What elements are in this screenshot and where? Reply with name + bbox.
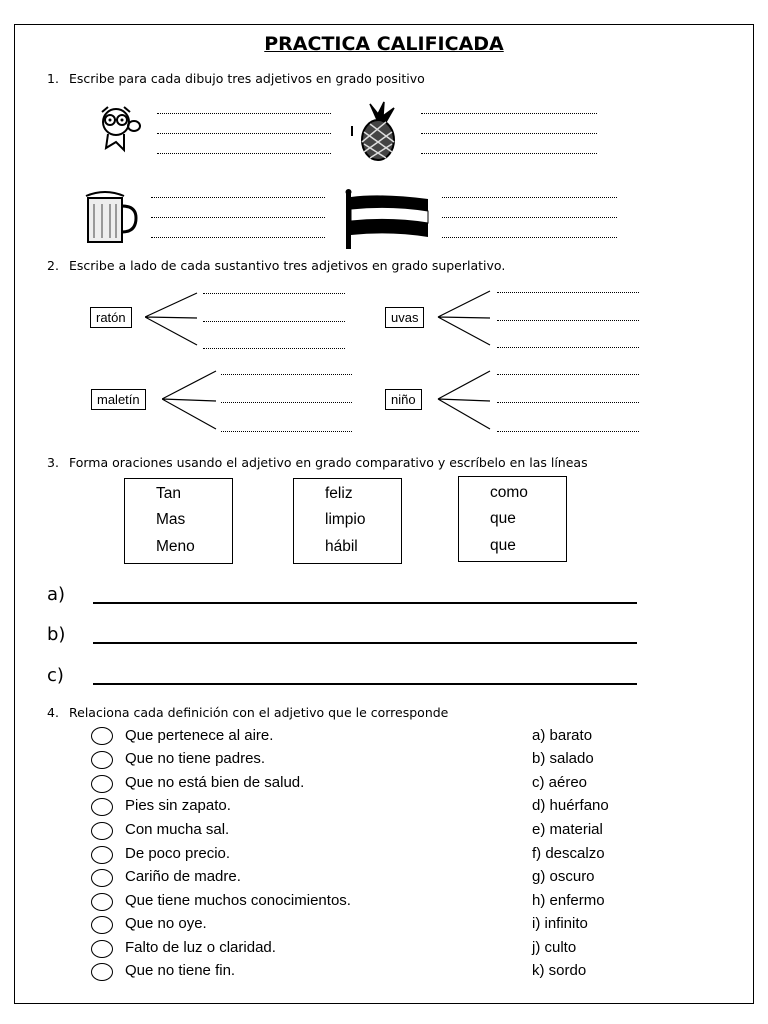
word: como bbox=[490, 484, 528, 501]
answer-circle[interactable] bbox=[91, 916, 113, 934]
word: hábil bbox=[325, 538, 358, 555]
answer-dots[interactable] bbox=[442, 217, 617, 218]
definition: Que no oye. bbox=[125, 915, 207, 932]
adjective-option: a) barato bbox=[532, 727, 593, 744]
answer-dots[interactable] bbox=[442, 197, 617, 198]
definition: De poco precio. bbox=[125, 845, 231, 862]
answer-circle[interactable] bbox=[91, 846, 113, 864]
answer-dots[interactable] bbox=[221, 374, 352, 375]
answer-dots[interactable] bbox=[203, 293, 345, 294]
branch-lines bbox=[162, 367, 220, 433]
word: que bbox=[490, 537, 516, 554]
question-3: 3. Forma oraciones usando el adjetivo en grado comparativo y escríbelo en las líneas bbox=[47, 455, 588, 470]
answer-dots[interactable] bbox=[203, 348, 345, 349]
definition: Pies sin zapato. bbox=[125, 797, 231, 814]
branch-lines bbox=[436, 287, 494, 349]
beer-mug-icon bbox=[80, 188, 140, 248]
answer-circle[interactable] bbox=[91, 798, 113, 816]
definition: Que no está bien de salud. bbox=[125, 774, 305, 791]
definition: Cariño de madre. bbox=[125, 868, 241, 885]
answer-dots[interactable] bbox=[421, 113, 597, 114]
adjective-option: e) material bbox=[532, 821, 603, 838]
word-box-connector bbox=[458, 476, 567, 562]
answer-circle[interactable] bbox=[91, 775, 113, 793]
noun-box: ratón bbox=[90, 307, 132, 328]
answer-dots[interactable] bbox=[497, 347, 639, 348]
answer-dots[interactable] bbox=[442, 237, 617, 238]
word-box-comparative bbox=[124, 478, 233, 564]
definition: Que pertenece al aire. bbox=[125, 727, 274, 744]
noun-box: maletín bbox=[91, 389, 146, 410]
answer-circle[interactable] bbox=[91, 940, 113, 958]
answer-circle[interactable] bbox=[91, 727, 113, 745]
flag-icon bbox=[340, 189, 432, 251]
adjective-option: h) enfermo bbox=[532, 892, 605, 909]
answer-dots[interactable] bbox=[497, 292, 639, 293]
adjective-option: f) descalzo bbox=[532, 845, 605, 862]
answer-letter: b) bbox=[47, 624, 66, 645]
word: que bbox=[490, 510, 516, 527]
answer-line[interactable] bbox=[93, 683, 637, 685]
answer-line[interactable] bbox=[93, 602, 637, 604]
answer-dots[interactable] bbox=[497, 431, 639, 432]
answer-circle[interactable] bbox=[91, 751, 113, 769]
answer-circle[interactable] bbox=[91, 893, 113, 911]
answer-dots[interactable] bbox=[497, 320, 639, 321]
adjective-option: d) huérfano bbox=[532, 797, 609, 814]
definition: Que no tiene fin. bbox=[125, 962, 236, 979]
definition: Con mucha sal. bbox=[125, 821, 230, 838]
question-2: 2. Escribe a lado de cada sustantivo tres adjetivos en grado superlativo. bbox=[47, 258, 506, 273]
cartoon-face-icon bbox=[96, 104, 144, 154]
adjective-option: g) oscuro bbox=[532, 868, 595, 885]
answer-dots[interactable] bbox=[157, 133, 331, 134]
answer-dots[interactable] bbox=[151, 197, 325, 198]
adjective-option: k) sordo bbox=[532, 962, 587, 979]
answer-circle[interactable] bbox=[91, 822, 113, 840]
answer-dots[interactable] bbox=[203, 321, 345, 322]
answer-dots[interactable] bbox=[151, 217, 325, 218]
adjective-option: i) infinito bbox=[532, 915, 588, 932]
word: limpio bbox=[325, 511, 366, 528]
question-4: 4. Relaciona cada definición con el adjetivo que le corresponde bbox=[47, 705, 449, 720]
adjective-option: b) salado bbox=[532, 750, 594, 767]
noun-box: uvas bbox=[385, 307, 424, 328]
word-box-adjective bbox=[293, 478, 402, 564]
answer-dots[interactable] bbox=[221, 402, 352, 403]
answer-letter: c) bbox=[47, 665, 64, 686]
page-title: PRACTICA CALIFICADA bbox=[264, 33, 504, 55]
answer-dots[interactable] bbox=[151, 237, 325, 238]
word: Tan bbox=[156, 485, 181, 502]
adjective-option: c) aéreo bbox=[532, 774, 588, 791]
branch-lines bbox=[436, 367, 494, 433]
answer-dots[interactable] bbox=[221, 431, 352, 432]
answer-letter: a) bbox=[47, 584, 66, 605]
word: Mas bbox=[156, 511, 186, 528]
answer-dots[interactable] bbox=[157, 153, 331, 154]
word: Meno bbox=[156, 538, 195, 555]
adjective-option: j) culto bbox=[532, 939, 577, 956]
word: feliz bbox=[325, 485, 353, 502]
pineapple-icon bbox=[348, 100, 408, 162]
branch-lines bbox=[145, 287, 203, 349]
answer-dots[interactable] bbox=[157, 113, 331, 114]
definition: Que no tiene padres. bbox=[125, 750, 266, 767]
answer-circle[interactable] bbox=[91, 869, 113, 887]
definition: Falto de luz o claridad. bbox=[125, 939, 276, 956]
question-1: 1. Escribe para cada dibujo tres adjetivos en grado positivo bbox=[47, 71, 425, 86]
answer-line[interactable] bbox=[93, 642, 637, 644]
answer-dots[interactable] bbox=[497, 374, 639, 375]
answer-circle[interactable] bbox=[91, 963, 113, 981]
noun-box: niño bbox=[385, 389, 422, 410]
answer-dots[interactable] bbox=[421, 133, 597, 134]
answer-dots[interactable] bbox=[421, 153, 597, 154]
answer-dots[interactable] bbox=[497, 402, 639, 403]
definition: Que tiene muchos conocimientos. bbox=[125, 892, 351, 909]
